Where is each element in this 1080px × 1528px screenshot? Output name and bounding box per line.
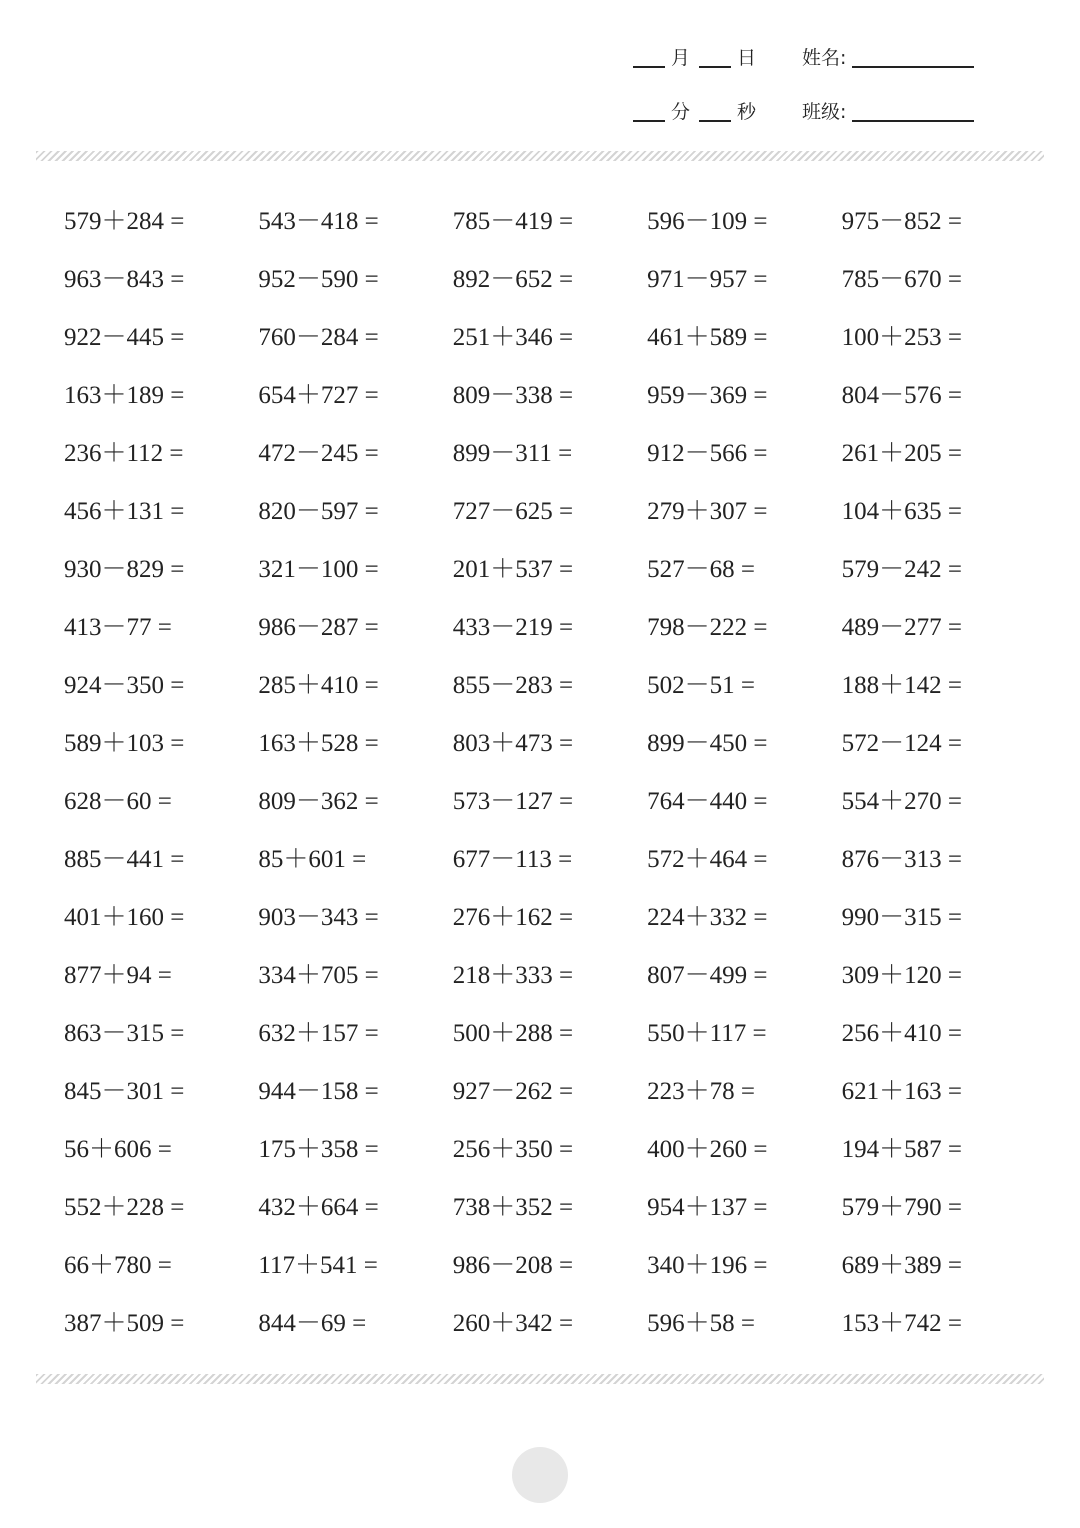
problem-row	[64, 1121, 1044, 1179]
problem-item: 924－350 =	[64, 672, 185, 699]
problem-item: 256＋350 =	[452, 1136, 574, 1163]
problem-item: 689＋389 =	[841, 1252, 962, 1279]
problem-item: 922－445 =	[64, 324, 185, 351]
problem-item: 163＋189 =	[64, 382, 185, 409]
problem-row	[64, 947, 1044, 1005]
problem-item: 251＋346 =	[452, 324, 574, 351]
problem-item: 798－222 =	[647, 614, 768, 641]
problem-item: 500＋288 =	[452, 1020, 574, 1047]
name-blank[interactable]	[852, 48, 974, 68]
problem-item: 175＋358 =	[258, 1136, 379, 1163]
problem-item: 899－311 =	[452, 440, 573, 467]
problem-item: 990－315 =	[841, 904, 962, 931]
page-indicator[interactable]	[512, 1447, 568, 1503]
problem-item: 461＋589 =	[647, 324, 768, 351]
problem-item: 785－670 =	[841, 266, 962, 293]
problem-item: 472－245 =	[258, 440, 379, 467]
problem-item: 807－499 =	[647, 962, 768, 989]
problem-item: 550＋117 =	[647, 1020, 767, 1047]
problem-item: 100＋253 =	[841, 324, 962, 351]
problem-item: 971－957 =	[647, 266, 768, 293]
problem-item: 163＋528 =	[258, 730, 379, 757]
problem-row	[64, 367, 1044, 425]
problem-item: 85＋601 =	[258, 846, 367, 873]
problem-item: 877＋94 =	[64, 962, 172, 989]
problem-item: 903－343 =	[258, 904, 379, 931]
problem-item: 321－100 =	[258, 556, 379, 583]
problem-item: 56＋606 =	[64, 1136, 172, 1163]
problem-item: 632＋157 =	[258, 1020, 379, 1047]
problem-item: 677－113 =	[452, 846, 573, 873]
problem-item: 400＋260 =	[647, 1136, 768, 1163]
problem-item: 224＋332 =	[647, 904, 768, 931]
month-label: 月	[671, 47, 691, 69]
problem-item: 502－51 =	[647, 672, 756, 699]
problem-row	[64, 773, 1044, 831]
date-name-row	[630, 44, 974, 72]
problem-item: 432＋664 =	[258, 1194, 379, 1221]
problem-row	[64, 657, 1044, 715]
problem-item: 579＋284 =	[64, 208, 185, 235]
problem-item: 892－652 =	[452, 266, 574, 293]
problem-item: 654＋727 =	[258, 382, 379, 409]
problem-row	[64, 425, 1044, 483]
problem-item: 986－208 =	[452, 1252, 574, 1279]
problem-item: 552＋228 =	[64, 1194, 185, 1221]
problem-item: 809－362 =	[258, 788, 379, 815]
problem-item: 66＋780 =	[64, 1252, 172, 1279]
minute-label: 分	[671, 101, 691, 123]
class-label: 班级:	[802, 101, 847, 123]
problem-item: 456＋131 =	[64, 498, 185, 525]
problem-item: 309＋120 =	[841, 962, 962, 989]
problem-item: 930－829 =	[64, 556, 185, 583]
problem-item: 401＋160 =	[64, 904, 185, 931]
problem-item: 153＋742 =	[841, 1310, 962, 1337]
problem-item: 975－852 =	[841, 208, 962, 235]
problem-item: 912－566 =	[647, 440, 768, 467]
problem-item: 621＋163 =	[841, 1078, 962, 1105]
problem-item: 863－315 =	[64, 1020, 185, 1047]
month-blank[interactable]	[633, 48, 665, 68]
second-label: 秒	[737, 101, 757, 123]
problem-item: 279＋307 =	[647, 498, 768, 525]
minute-blank[interactable]	[633, 102, 665, 122]
problem-item: 589＋103 =	[64, 730, 185, 757]
problem-row	[64, 889, 1044, 947]
problem-item: 527－68 =	[647, 556, 756, 583]
day-blank[interactable]	[699, 48, 731, 68]
problem-item: 413－77 =	[64, 614, 172, 641]
problem-item: 572－124 =	[841, 730, 962, 757]
problem-item: 261＋205 =	[841, 440, 962, 467]
problem-row	[64, 1063, 1044, 1121]
problem-item: 554＋270 =	[841, 788, 962, 815]
problem-item: 738＋352 =	[452, 1194, 574, 1221]
problem-item: 809－338 =	[452, 382, 574, 409]
problem-item: 276＋162 =	[452, 904, 574, 931]
problem-item: 785－419 =	[452, 208, 574, 235]
problem-item: 764－440 =	[647, 788, 768, 815]
bottom-divider	[36, 1374, 1044, 1384]
problem-item: 573－127 =	[452, 788, 574, 815]
class-blank[interactable]	[852, 102, 974, 122]
problem-row	[64, 483, 1044, 541]
problem-item: 876－313 =	[841, 846, 962, 873]
problem-item: 727－625 =	[452, 498, 574, 525]
problem-item: 596＋58 =	[647, 1310, 756, 1337]
problem-row	[64, 309, 1044, 367]
problem-item: 952－590 =	[258, 266, 379, 293]
second-blank[interactable]	[699, 102, 731, 122]
problem-row	[64, 193, 1044, 251]
problem-row	[64, 1295, 1044, 1353]
problem-item: 927－262 =	[452, 1078, 574, 1105]
problem-item: 959－369 =	[647, 382, 768, 409]
problem-item: 433－219 =	[452, 614, 574, 641]
problem-item: 543－418 =	[258, 208, 379, 235]
worksheet-header	[630, 40, 990, 140]
problem-item: 944－158 =	[258, 1078, 379, 1105]
problem-row	[64, 1179, 1044, 1237]
problem-item: 218＋333 =	[452, 962, 574, 989]
problem-item: 760－284 =	[258, 324, 379, 351]
time-class-row	[630, 98, 974, 126]
problem-item: 954＋137 =	[647, 1194, 768, 1221]
problem-item: 223＋78 =	[647, 1078, 756, 1105]
problem-item: 855－283 =	[452, 672, 574, 699]
problem-row	[64, 251, 1044, 309]
problem-item: 117＋541 =	[258, 1252, 378, 1279]
problem-row	[64, 541, 1044, 599]
problem-item: 387＋509 =	[64, 1310, 185, 1337]
problem-item: 628－60 =	[64, 788, 172, 815]
problem-item: 256＋410 =	[841, 1020, 962, 1047]
problem-item: 572＋464 =	[647, 846, 768, 873]
problem-item: 899－450 =	[647, 730, 768, 757]
problem-item: 885－441 =	[64, 846, 185, 873]
top-divider	[36, 151, 1044, 161]
problem-item: 340＋196 =	[647, 1252, 768, 1279]
problem-item: 334＋705 =	[258, 962, 379, 989]
problem-item: 845－301 =	[64, 1078, 185, 1105]
problem-item: 236＋112 =	[64, 440, 184, 467]
problem-item: 844－69 =	[258, 1310, 367, 1337]
name-label: 姓名:	[802, 47, 847, 69]
problem-item: 194＋587 =	[841, 1136, 962, 1163]
problem-row	[64, 1237, 1044, 1295]
problem-row	[64, 1005, 1044, 1063]
problem-item: 489－277 =	[841, 614, 962, 641]
problem-item: 201＋537 =	[452, 556, 574, 583]
problem-item: 963－843 =	[64, 266, 185, 293]
day-label: 日	[737, 47, 757, 69]
problem-item: 104＋635 =	[841, 498, 962, 525]
problem-item: 188＋142 =	[841, 672, 962, 699]
problem-row	[64, 599, 1044, 657]
problem-item: 804－576 =	[841, 382, 962, 409]
problem-item: 260＋342 =	[452, 1310, 574, 1337]
problem-item: 820－597 =	[258, 498, 379, 525]
problem-item: 579＋790 =	[841, 1194, 962, 1221]
problem-item: 986－287 =	[258, 614, 379, 641]
problem-row	[64, 831, 1044, 889]
problem-item: 803＋473 =	[452, 730, 574, 757]
problem-item: 596－109 =	[647, 208, 768, 235]
problem-item: 579－242 =	[841, 556, 962, 583]
problem-grid	[64, 193, 1044, 1353]
problem-row	[64, 715, 1044, 773]
problem-item: 285＋410 =	[258, 672, 379, 699]
